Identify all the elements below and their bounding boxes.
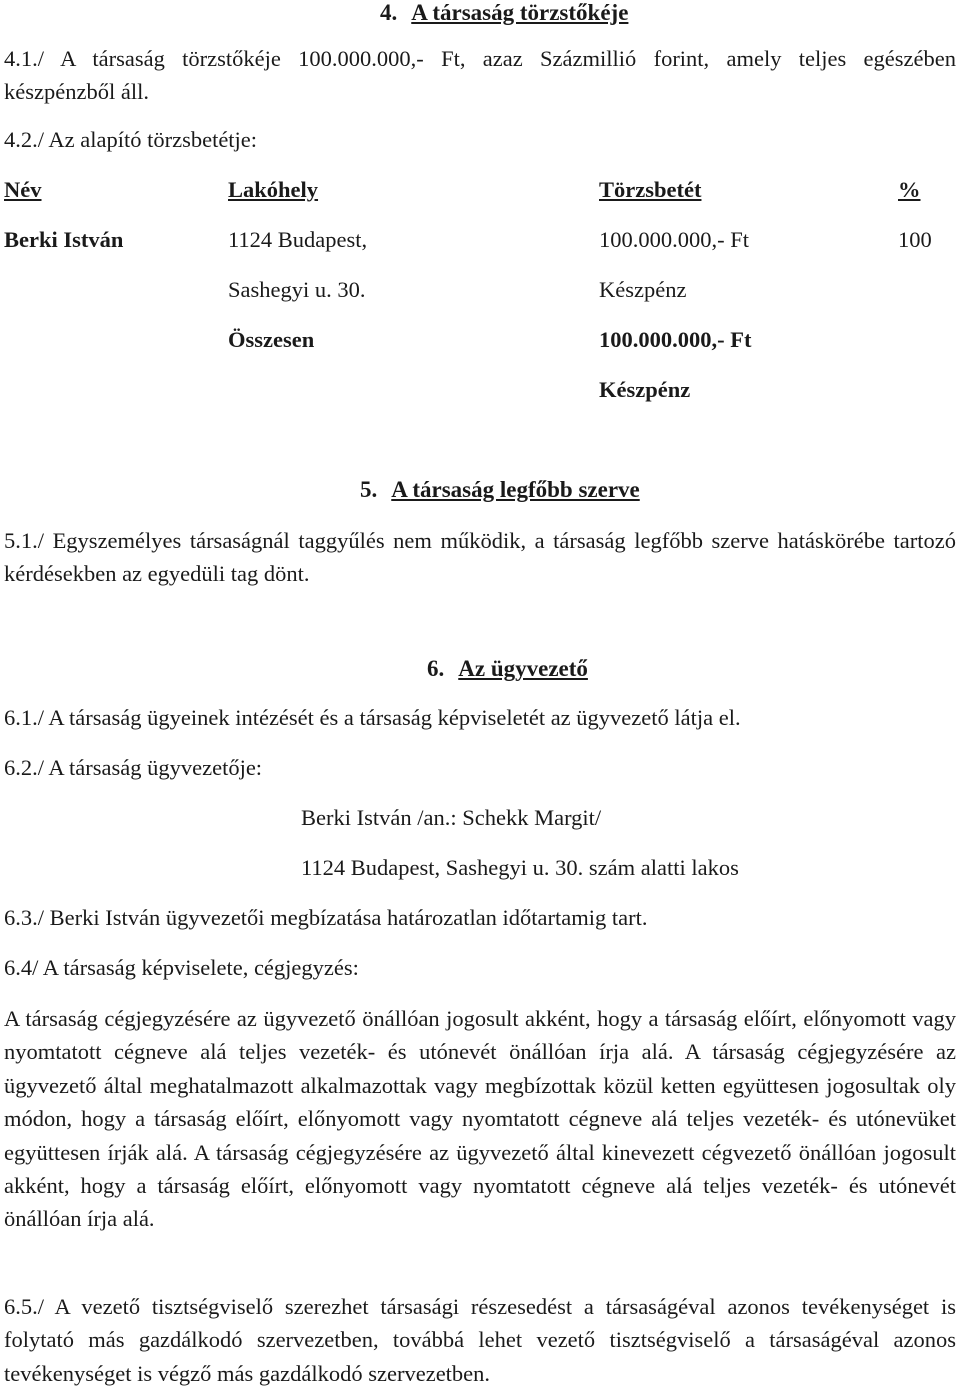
member-form: Készpénz bbox=[599, 277, 687, 302]
paragraph-6-5: 6.5./ A vezető tisztségviselő szerezhet társasági részesedést a társaságéval azonos tevékenységet is folytató más gazdálkodó szervezetben, továbbá lehet vezető tisztségviselő a társaságéval azonos tevékenységet is végző más gazdálkodó szervezetben. bbox=[4, 1294, 956, 1386]
paragraph-5-1: 5.1./ Egyszemélyes társaságnál taggyűlés nem működik, a társaság legfőbb szerve hatáskörébe tartozó kérdésekben az egyedüli tag dönt. bbox=[4, 528, 956, 587]
manager-name: Berki István /an.: Schekk Margit/ bbox=[301, 805, 602, 830]
section-number: 5. bbox=[360, 477, 378, 502]
section-title: A társaság törzstőkéje bbox=[411, 0, 629, 25]
paragraph-4-2: 4.2./ Az alapító törzsbetétje: bbox=[4, 127, 258, 152]
manager-address: 1124 Budapest, Sashegyi u. 30. szám alatti lakos bbox=[301, 855, 739, 880]
header-percent: % bbox=[898, 177, 921, 202]
total-amount: 100.000.000,- Ft bbox=[599, 327, 752, 352]
paragraph-4-1-line1: 4.1./ A társaság törzstőkéje 100.000.000,- Ft, azaz Százmillió forint, amely teljes egészében bbox=[4, 46, 956, 71]
member-amount: 100.000.000,- Ft bbox=[599, 227, 750, 252]
member-percent: 100 bbox=[898, 227, 932, 252]
paragraph-6-2: 6.2./ A társaság ügyvezetője: bbox=[4, 755, 263, 780]
member-name: Berki István bbox=[4, 227, 124, 252]
section-title: Az ügyvezető bbox=[458, 656, 588, 681]
header-name: Név bbox=[4, 177, 42, 202]
header-contribution: Törzsbetét bbox=[599, 177, 702, 202]
paragraph-6-1: 6.1./ A társaság ügyeinek intézését és a társaság képviseletét az ügyvezető látja el. bbox=[4, 705, 741, 730]
section-4-heading bbox=[380, 0, 628, 26]
total-form: Készpénz bbox=[599, 377, 691, 402]
paragraph-6-3: 6.3./ Berki István ügyvezetői megbízatása határozatlan időtartamig tart. bbox=[4, 905, 648, 930]
paragraph-4-1-line2: készpénzből áll. bbox=[4, 79, 149, 104]
member-residence-line1: 1124 Budapest, bbox=[228, 227, 368, 252]
section-6-heading bbox=[427, 656, 588, 682]
section-number: 4. bbox=[380, 0, 398, 25]
section-title: A társaság legfőbb szerve bbox=[391, 477, 640, 502]
section-number: 6. bbox=[427, 656, 445, 681]
member-residence-line2: Sashegyi u. 30. bbox=[228, 277, 366, 302]
section-5-heading bbox=[360, 477, 640, 503]
header-residence: Lakóhely bbox=[228, 177, 319, 202]
paragraph-6-4-body: A társaság cégjegyzésére az ügyvezető önállóan jogosult akként, hogy a társaság előírt, előnyomott vagy nyomtatott cégneve alá teljes vezeték- és utónevét önállóan írja alá. A társaság cégjegyzésére az ügyvezető által meghatalmazott alkalmazottak vagy megbízottak közül ketten együttesen jogosultak oly módon, hogy a társaság előírt, előnyomott vagy nyomtatott cégneve alá teljes vezeték- és utónevüket együttesen írják alá. A társaság cégjegyzésére az ügyvezető által kinevezett cégvezető önállóan jogosult akként, hogy a társaság előírt, előnyomott vagy nyomtatott cégneve alá teljes vezeték- és utónevét önállóan írja alá. bbox=[4, 1006, 956, 1232]
total-label: Összesen bbox=[228, 327, 315, 352]
paragraph-6-4-title: 6.4/ A társaság képviselete, cégjegyzés: bbox=[4, 955, 359, 980]
